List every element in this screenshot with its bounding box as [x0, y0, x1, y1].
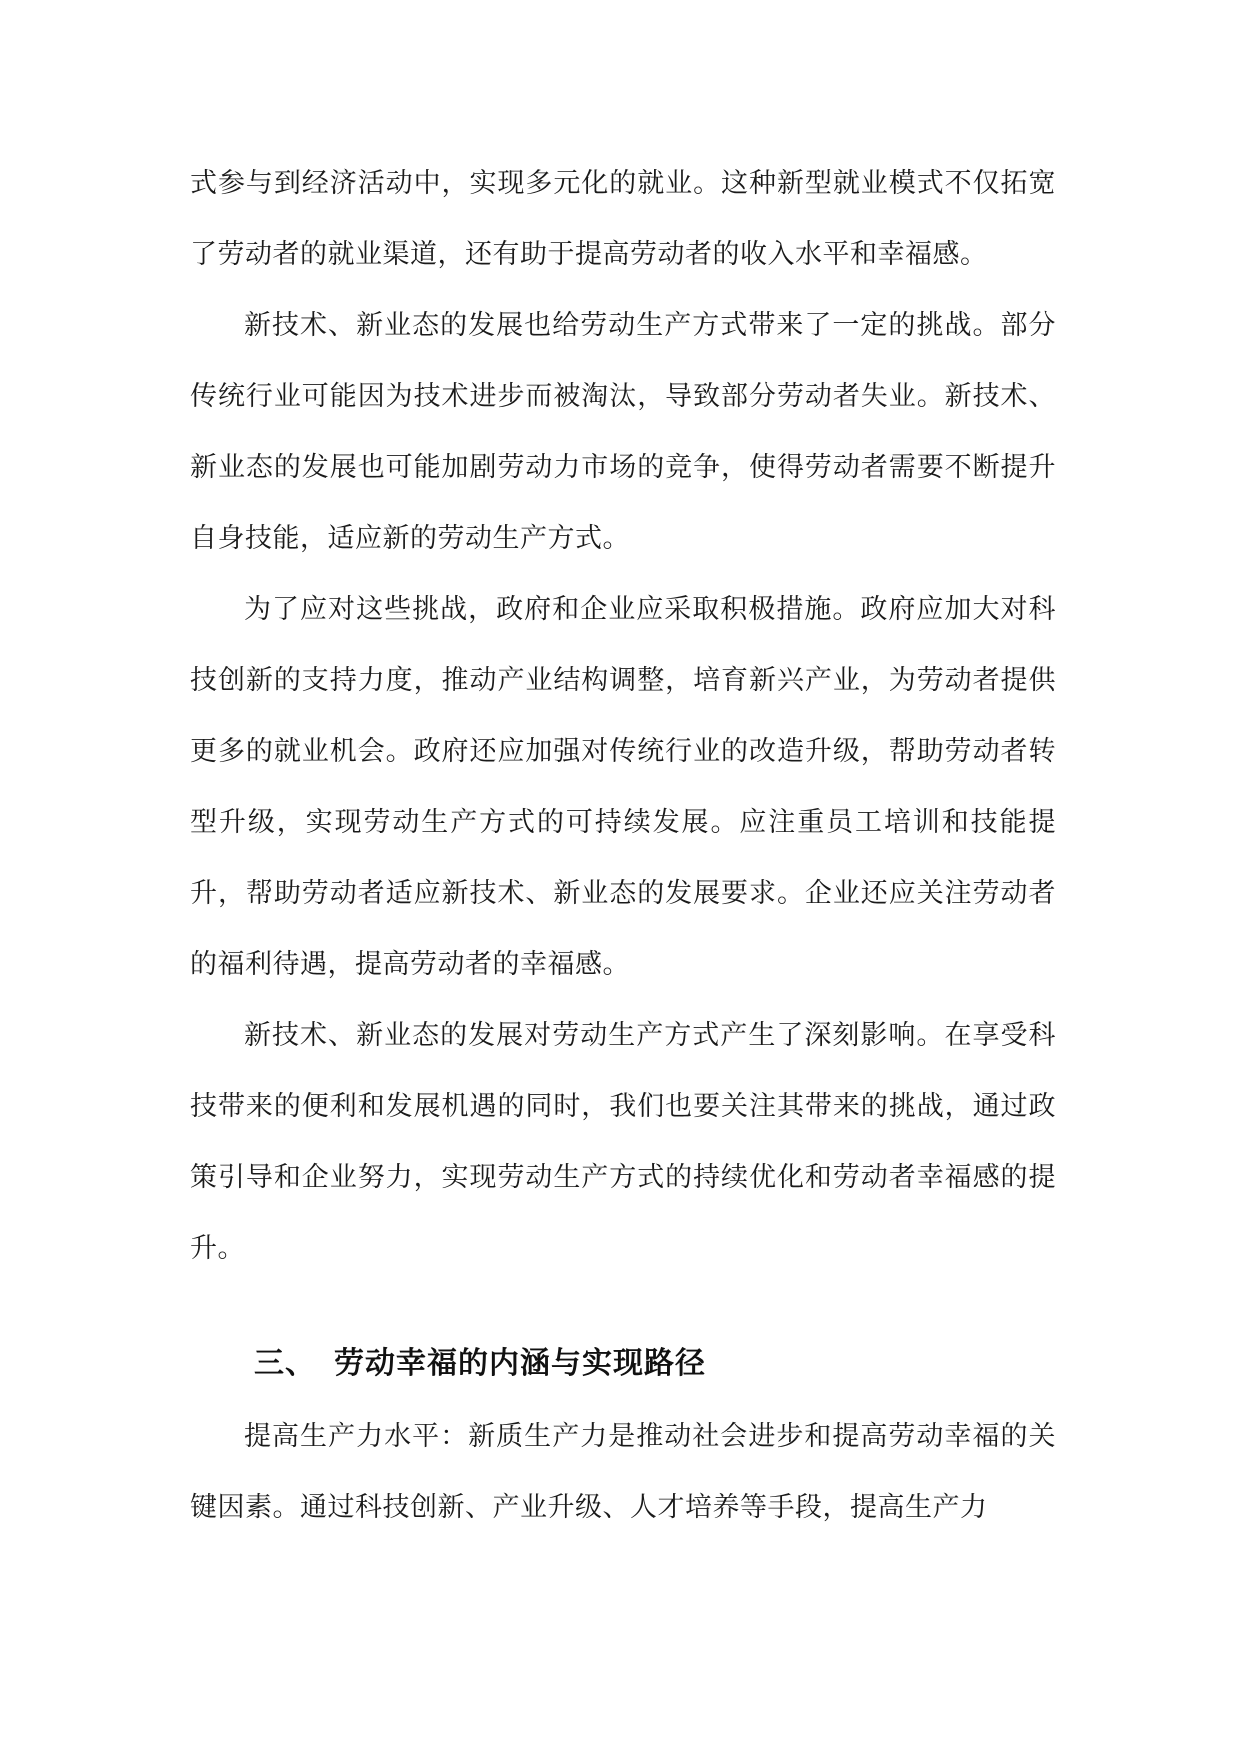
paragraph-challenges: 新技术、新业态的发展也给劳动生产方式带来了一定的挑战。部分传统行业可能因为技术进步而被淘汰，导致部分劳动者失业。新技术、新业态的发展也可能加剧劳动力市场的竞争，使得劳动者需要不断提升自身技能，适应新的劳动生产方式。 — [190, 310, 1056, 554]
paragraph-productivity: 提高生产力水平：新质生产力是推动社会进步和提高劳动幸福的关键因素。通过科技创新、产业升级、人才培养等手段，提高生产力 — [190, 1421, 1056, 1523]
text-column — [190, 148, 1056, 1543]
section-number: 三、 — [254, 1346, 316, 1381]
section-title: 劳动幸福的内涵与实现路径 — [334, 1346, 706, 1381]
section-heading — [190, 1339, 1056, 1389]
paragraph-conclusion: 新技术、新业态的发展对劳动生产方式产生了深刻影响。在享受科技带来的便利和发展机遇的同时，我们也要关注其带来的挑战，通过政策引导和企业努力，实现劳动生产方式的持续优化和劳动者幸福感的提升。 — [190, 1020, 1056, 1264]
paragraph-continued: 式参与到经济活动中，实现多元化的就业。这种新型就业模式不仅拓宽了劳动者的就业渠道，还有助于提高劳动者的收入水平和幸福感。 — [190, 168, 1056, 270]
paragraph-measures: 为了应对这些挑战，政府和企业应采取积极措施。政府应加大对科技创新的支持力度，推动产业结构调整，培育新兴产业，为劳动者提供更多的就业机会。政府还应加强对传统行业的改造升级，帮助劳动者转型升级，实现劳动生产方式的可持续发展。应注重员工培训和技能提升，帮助劳动者适应新技术、新业态的发展要求。企业还应关注劳动者的福利待遇，提高劳动者的幸福感。 — [190, 594, 1056, 980]
